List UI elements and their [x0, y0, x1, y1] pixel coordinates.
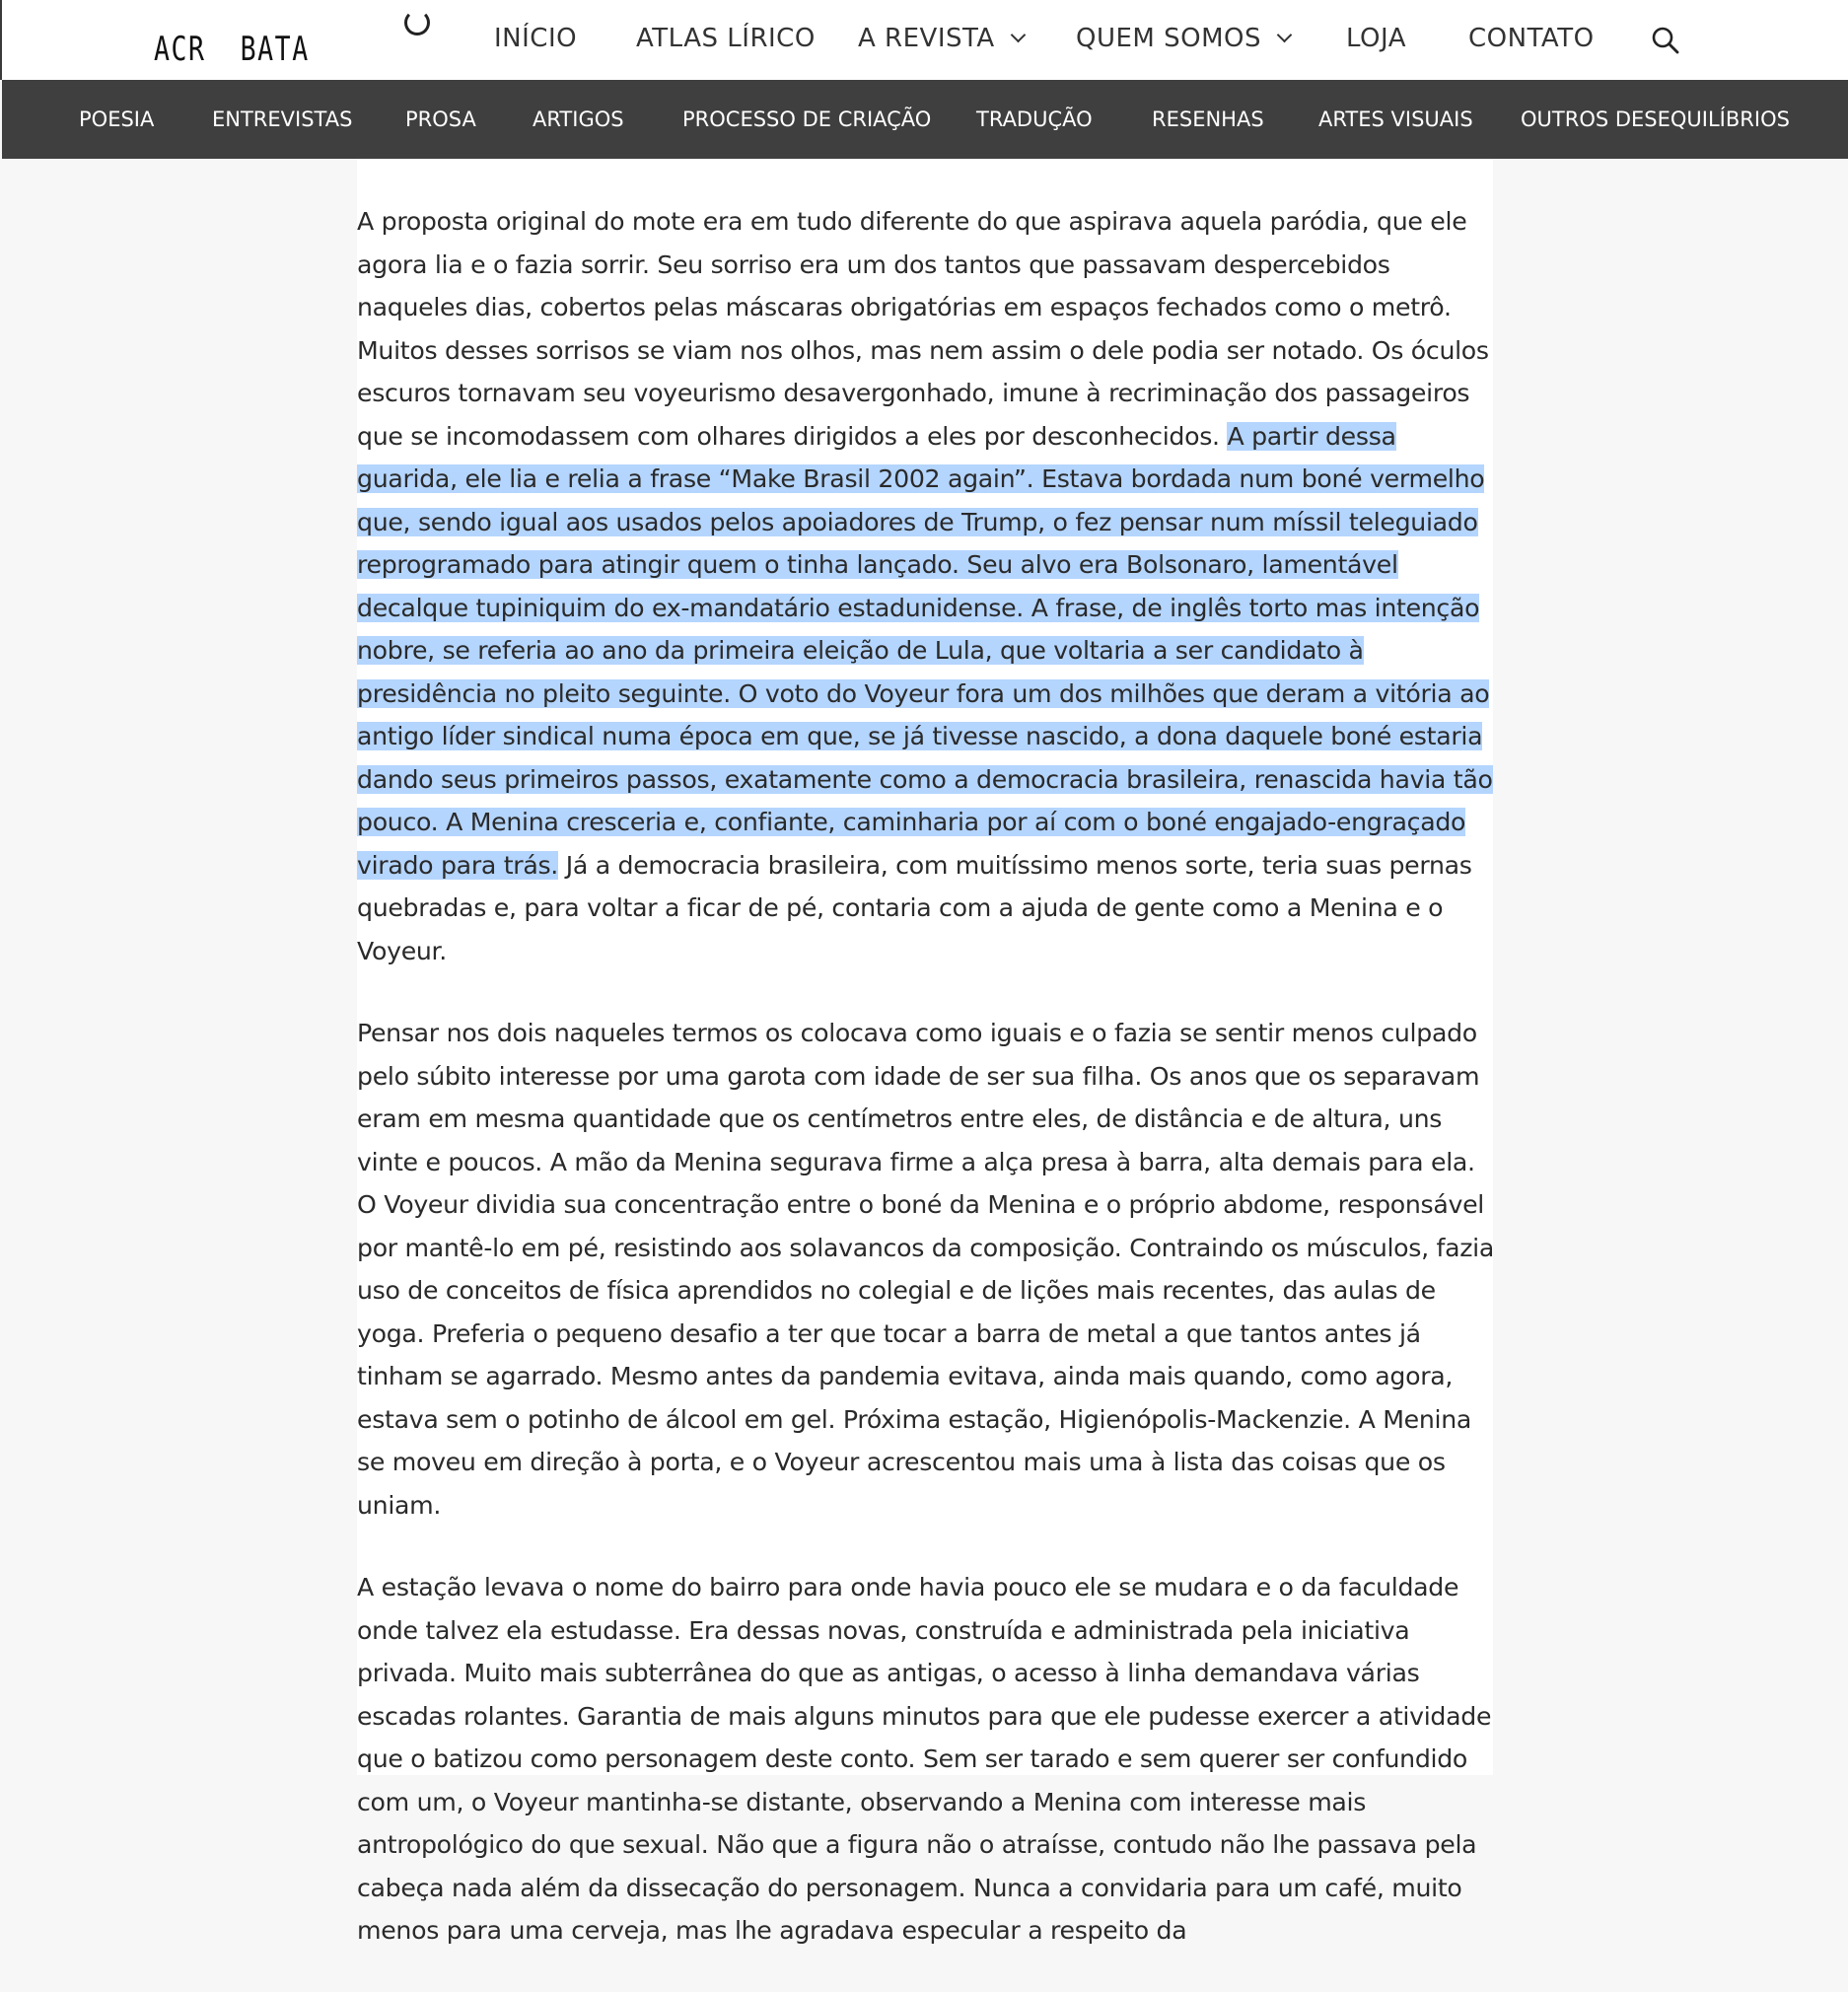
nav-item-label: A REVISTA — [858, 24, 995, 53]
article-body — [357, 200, 1496, 1992]
selected-text[interactable]: A partir dessa guarida, ele lia e relia a frase “Make Brasil 2002 again”. Estava bordada num boné vermelho que, sendo igual aos usados pelos apoiadores de Trump, o fez pensar num míssil teleguiado reprogramado para atingir quem o tinha lançado. Seu alvo era Bolsonaro, lamentável decalque tupiniquim do ex-mandatário estadunidense. A frase, de inglês torto mas intenção nobre, se referia ao ano da primeira eleição de Lula, que voltaria a ser candidato à presidência no pleito seguinte. O voto do Voyeur fora um dos milhões que deram a vitória ao antigo líder sindical numa época em que, se já tivesse nascido, a dona daquele boné estaria dando seus primeiros passos, exatamente como a democracia brasileira, renascida havia tão pouco. A Menina cresceria e, confiante, caminharia por aí com o boné engajado-engraçado virado para trás. — [357, 421, 1493, 880]
category-processo-de-criacao[interactable]: PROCESSO DE CRIAÇÃO — [682, 107, 932, 131]
chevron-down-icon — [1277, 28, 1293, 43]
category-traducao[interactable]: TRADUÇÃO — [976, 107, 1093, 131]
category-artes-visuais[interactable]: ARTES VISUAIS — [1318, 107, 1473, 131]
nav-item-label: INÍCIO — [494, 24, 578, 53]
nav-item-atlas-lirico[interactable] — [636, 24, 816, 53]
category-poesia[interactable]: POESIA — [79, 107, 155, 131]
search-icon — [1651, 26, 1680, 55]
article-container — [357, 159, 1494, 1945]
search-button[interactable] — [1651, 26, 1680, 55]
nav-item-inicio[interactable] — [494, 24, 577, 53]
category-artigos[interactable]: ARTIGOS — [533, 107, 624, 131]
nav-item-label: LOJA — [1346, 24, 1407, 53]
paragraph-text: A proposta original do mote era em tudo diferente do que aspirava aquela paródia, que ele agora lia e o fazia sorrir. Seu sorriso era um dos tantos que passavam despercebidos naqueles dias, cobertos pelas máscaras obrigatórias em espaços fechados como o metrô. Muitos desses sorrisos se viam nos olhos, mas nem assim o dele podia ser notado. Os óculos escuros tornavam seu voyeurismo desavergonhado, imune à recriminação dos passageiros que se incomodassem com olhares dirigidos a eles por desconhecidos. — [357, 207, 1489, 451]
paragraph-text: Já a democracia brasileira, com muitíssimo menos sorte, teria suas pernas quebradas e, para voltar a ficar de pé, contaria com a ajuda de gente como a Menina e o Voyeur. — [357, 850, 1472, 965]
nav-item-label: ATLAS LÍRICO — [636, 24, 816, 53]
top-header — [0, 0, 1848, 80]
category-navigation — [2, 80, 1848, 159]
category-prosa[interactable]: PROSA — [405, 107, 476, 131]
main-navigation — [2, 0, 1848, 80]
article-paragraph-1 — [357, 200, 1496, 972]
site-logo[interactable]: ACR BATA — [154, 30, 310, 69]
category-entrevistas[interactable]: ENTREVISTAS — [212, 107, 353, 131]
article-paragraph-3: A estação levava o nome do bairro para onde havia pouco ele se mudara e o da faculdade onde talvez ela estudasse. Era dessas novas, construída e administrada pela iniciativa privada. Muito mais subterrânea do que as antigas, o acesso à linha demandava várias escadas rolantes. Garantia de mais alguns minutos para que ele pudesse exercer a atividade que o batizou como personagem deste conto. Sem ser tarado e sem querer ser confundido com um, o Voyeur mantinha-se distante, observando a Menina com interesse mais antropológico do que sexual. Não que a figura não o atraísse, contudo não lhe passava pela cabeça nada além da dissecação do personagem. Nunca a convidaria para um café, muito menos para uma cerveja, mas lhe agradava especular a respeito da — [357, 1573, 1492, 1945]
category-resenhas[interactable]: RESENHAS — [1152, 107, 1264, 131]
nav-item-quem-somos[interactable] — [1076, 24, 1290, 53]
nav-item-a-revista[interactable] — [858, 24, 1024, 53]
category-outros-desequilibrios[interactable]: OUTROS DESEQUILÍBRIOS — [1521, 107, 1790, 131]
article-paragraph-2: Pensar nos dois naqueles termos os colocava como iguais e o fazia se sentir menos culpado pelo súbito interesse por uma garota com idade de ser sua filha. Os anos que os separavam eram em mesma quantidade que os centímetros entre eles, de distância e de altura, uns vinte e poucos. A mão da Menina segurava firme a alça presa à barra, alta demais para ela. O Voyeur dividia sua concentração entre o boné da Menina e o próprio abdome, responsável por mantê-lo em pé, resistindo aos solavancos da composição. Contraindo os músculos, fazia uso de conceitos de física aprendidos no colegial e de lições mais recentes, das aulas de yoga. Preferia o pequeno desafio a ter que tocar a barra de metal a que tantos antes já tinham se agarrado. Mesmo antes da pandemia evitava, ainda mais quando, como agora, estava sem o potinho de álcool em gel. Próxima estação, Higienópolis-Mackenzie. A Menina se moveu em direção à porta, e o Voyeur acrescentou mais uma à lista das coisas que os uniam. — [357, 1019, 1494, 1520]
nav-item-label: CONTATO — [1468, 24, 1595, 53]
nav-item-loja[interactable] — [1346, 24, 1406, 53]
nav-item-label: QUEM SOMOS — [1076, 24, 1261, 53]
chevron-down-icon — [1010, 28, 1026, 43]
nav-item-contato[interactable] — [1468, 24, 1595, 53]
